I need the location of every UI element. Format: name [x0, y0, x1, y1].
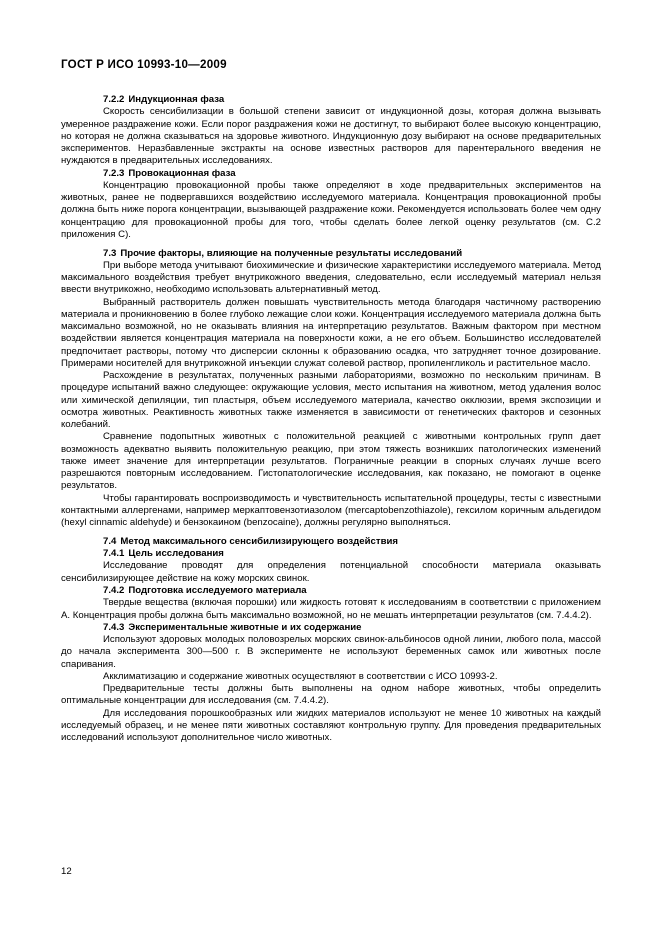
- paragraph: Используют здоровых молодых половозрелых морских свинок-альбиносов одной линии, любого пола, массой до начала эксперимента 300—500 г. В эксперименте не используют беременных самок или животных после спаривания.: [61, 634, 601, 670]
- section-title: Метод максимального сенсибилизирующего воздействия: [120, 535, 398, 547]
- section-number: 7.4.1: [103, 548, 125, 560]
- paragraph: Твердые вещества (включая порошки) или жидкость готовят к исследованиям в соответствии с приложением А. Концентрация пробы должна быть максимально возможной, но не мешать интерпретации результатов (см. 7.4.4.2).: [61, 597, 601, 621]
- section-number: 7.2.3: [103, 167, 125, 179]
- paragraph: Исследование проводят для определения потенциальной способности материала оказывать сенсибилизирующее действие на кожу морских свинок.: [61, 560, 601, 584]
- section-title: Подготовка исследуемого материала: [128, 584, 307, 596]
- page-number: 12: [61, 866, 72, 877]
- paragraph: Концентрацию провокационной пробы также определяют в ходе предварительных экспериментов на животных, ранее не подвергавшихся воздействию исследуемого материала. Концентрация провокационной пробы должна быть ниже порога концентрации, вызывающей раздражение кожи. Рекомендуется использовать более чем одну концентрацию для провокационной пробы для того, чтобы сделать более легкой оценку результатов (см. С.2 приложения С).: [61, 179, 601, 240]
- section-title: Цель исследования: [128, 548, 224, 560]
- standard-header: ГОСТ Р ИСО 10993-10—2009: [61, 58, 227, 71]
- section-heading-7-4: [61, 536, 601, 548]
- section-title: Прочие факторы, влияющие на полученные результаты исследований: [120, 247, 463, 259]
- section-heading-7-4-2: [61, 585, 601, 597]
- paragraph: Чтобы гарантировать воспроизводимость и чувствительность испытательной процедуры, тесты с известными контактными аллергенами, например меркаптовензотиазолом (mercaptobenzothiazole), гексилом коричным альдегидом (hexyl cinnamic aldehyde) и бензокаином (benzocaine), должны регулярно выполняться.: [61, 492, 601, 529]
- section-heading-7-4-1: [61, 548, 601, 560]
- paragraph: Выбранный растворитель должен повышать чувствительность метода благодаря частичному растворению материала и проникновению в более глубоко лежащие слои кожи. Концентрация исследуемого материала должна быть максимально возможной, но не оказывать влияния на интерпретацию результатов. Важным фактором при местном воздействии является концентрация материала на поверхности кожи, а не его объем. Большинство исследователей предпочитает растворы, потому что дисперсии склонны к образованию осадка, что затрудняет точное дозирование. Примерами носителей для внутрикожной инъекции служат солевой раствор, пропиленгликоль и растительное масло.: [61, 296, 601, 369]
- section-title: Экспериментальные животные и их содержание: [128, 621, 362, 633]
- paragraph: Скорость сенсибилизации в большой степени зависит от индукционной дозы, которая должна вызывать умеренное раздражение кожи. Если порог раздражения кожи не достигнут, то выбирают более высокую концентрацию, но которая не должна сказываться на здоровье животного. Индукционную дозу выбирают на основе предварительных экспериментов. Неразбавленные экстракты на основе известных растворов для парентерального введения не нуждаются в предварительных исследованиях.: [61, 106, 601, 167]
- section-title: Индукционная фаза: [128, 94, 225, 105]
- paragraph: Предварительные тесты должны быть выполнены на одном наборе животных, чтобы определить оптимальные концентрации для исследования (см. 7.4.4.2).: [61, 683, 601, 707]
- section-heading-7-2-3: [61, 168, 601, 180]
- section-number: 7.4.2: [103, 584, 125, 596]
- section-number: 7.4.3: [103, 621, 125, 633]
- section-heading-7-3: [61, 248, 601, 260]
- page-content: [61, 58, 601, 744]
- section-heading-7-2-2: [61, 94, 601, 106]
- section-number: 7.3: [103, 247, 117, 259]
- paragraph: Акклиматизацию и содержание животных осуществляют в соответствии с ИСО 10993-2.: [103, 670, 498, 682]
- section-heading-7-4-3: [61, 622, 601, 634]
- section-number: 7.4: [103, 535, 117, 547]
- section-number: 7.2.2: [103, 94, 125, 105]
- paragraph: Для исследования порошкообразных или жидких материалов используют не менее 10 животных на каждый исследуемый образец, и не менее пяти животных составляют контрольную группу. Для проведения предварительных исследований используют дополнительное число животных.: [61, 707, 601, 744]
- paragraph: Расхождение в результатах, полученных разными лабораториями, возможно по нескольким причинам. В процедуре испытаний важно следующее: окружающие условия, место испытания на животном, метод удаления волос или химической депиляции, тип пластыря, объем исследуемого материала, качество окклюзии, время экспозиции и осмотра животных. Реактивность животных также изменяется в зависимости от генетических факторов и сезонных колебаний.: [61, 370, 601, 431]
- paragraph: При выборе метода учитывают биохимические и физические характеристики исследуемого материала. Метод максимального воздействия требует внутрикожного введения, следовательно, если исследуемый материал нельзя ввести внутрикожно, необходимо использовать альтернативный метод.: [61, 259, 601, 296]
- paragraph: Сравнение подопытных животных с положительной реакцией с животными контрольных групп дает возможность адекватно выявить положительную реакцию, при этом тяжесть возникших патологических изменений также имеет значение для интерпретации результатов. Пограничные реакции в спорных случаях лучше всего разрешаются повторным исследованием. Гистопатологические исследования, как показано, не помогают в оценке результатов.: [61, 431, 601, 492]
- section-title: Провокационная фаза: [128, 167, 236, 179]
